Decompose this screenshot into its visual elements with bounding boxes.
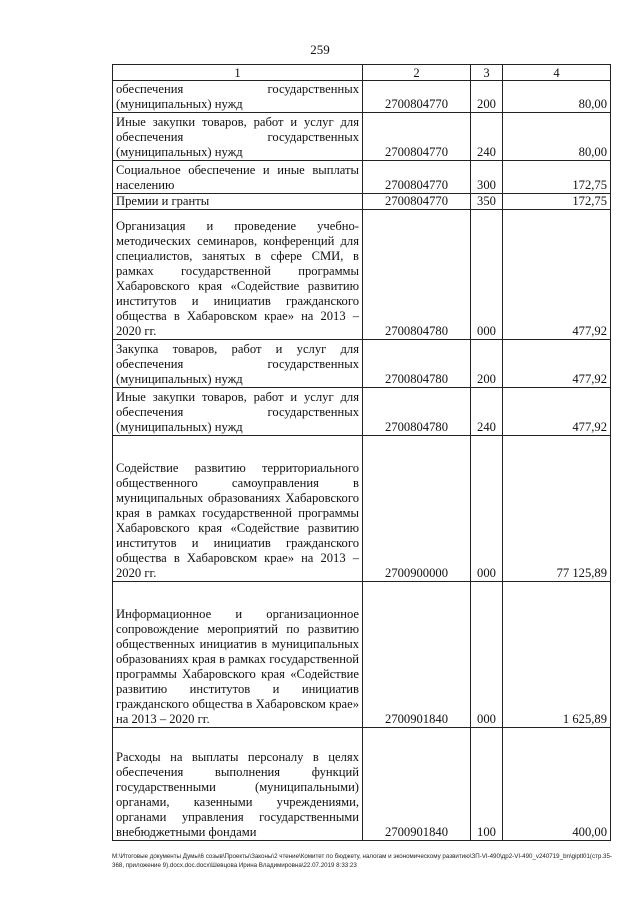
row-description: Закупка товаров, работ и услуг для обеспечения государственных (муниципальных) нужд <box>113 340 363 388</box>
column-header: 1 <box>113 65 363 81</box>
table-header-row <box>113 65 611 81</box>
budget-table <box>112 64 611 841</box>
table-row <box>113 161 611 194</box>
amount: 477,92 <box>503 340 611 388</box>
amount: 1 625,89 <box>503 582 611 728</box>
expense-type: 000 <box>471 582 503 728</box>
amount: 477,92 <box>503 210 611 340</box>
table-row <box>113 81 611 113</box>
row-description: Организация и проведение учебно-методических семинаров, конференций для специалистов, занятых в сфере СМИ, в рамках государственной программы Хабаровского края «Содействие развитию институтов и инициатив гражданского общества в Хабаровском крае» на 2013 – 2020 гг. <box>113 210 363 340</box>
target-code: 2700804770 <box>363 194 471 210</box>
column-header: 4 <box>503 65 611 81</box>
amount: 477,92 <box>503 388 611 436</box>
expense-type: 000 <box>471 436 503 582</box>
expense-type: 000 <box>471 210 503 340</box>
page-number: 259 <box>310 42 330 57</box>
expense-type: 240 <box>471 113 503 161</box>
target-code: 2700804780 <box>363 388 471 436</box>
amount: 172,75 <box>503 161 611 194</box>
target-code: 2700901840 <box>363 728 471 841</box>
amount: 77 125,89 <box>503 436 611 582</box>
row-description: Содействие развитию территориального общественного самоуправления в муниципальных образованиях Хабаровского края в рамках государственной программы Хабаровского края «Содействие развитию институтов и инициатив гражданского общества в Хабаровском крае» на 2013 – 2020 гг. <box>113 436 363 582</box>
table-row <box>113 436 611 582</box>
row-description: Социальное обеспечение и иные выплаты населению <box>113 161 363 194</box>
amount: 172,75 <box>503 194 611 210</box>
expense-type: 240 <box>471 388 503 436</box>
row-description: Иные закупки товаров, работ и услуг для обеспечения государственных (муниципальных) нужд <box>113 388 363 436</box>
column-header: 3 <box>471 65 503 81</box>
table-row <box>113 340 611 388</box>
target-code: 2700804770 <box>363 161 471 194</box>
target-code: 2700900000 <box>363 436 471 582</box>
document-path-footer: M:\Итоговые документы Думы\6 созыв\Проекты\Законы\2 чтение\Комитет по бюджету, налогам и экономическому развитию\ЗП-VI-490\др2-VI-490_v240719_bn\giptl01(стр.35-368, приложение 9).docx.doc.docx\Шевцова Ирина Владимировна\22.07.2019 8:33:23 <box>112 853 612 869</box>
row-description: Расходы на выплаты персоналу в целях обеспечения выполнения функций государственными (муниципальными) органами, казенными учреждениями, органами управления государственными внебюджетными фондами <box>113 728 363 841</box>
target-code: 2700901840 <box>363 582 471 728</box>
expense-type: 300 <box>471 161 503 194</box>
row-description: Премии и гранты <box>113 194 363 210</box>
row-description: Информационное и организационное сопровождение мероприятий по развитию общественных инициатив в муниципальных образованиях края в рамках государственной программы Хабаровского края «Содействие развитию институтов и инициатив гражданского общества в Хабаровском крае» на 2013 – 2020 гг. <box>113 582 363 728</box>
table-row <box>113 210 611 340</box>
target-code: 2700804770 <box>363 81 471 113</box>
expense-type: 200 <box>471 81 503 113</box>
amount: 400,00 <box>503 728 611 841</box>
expense-type: 200 <box>471 340 503 388</box>
row-description: обеспечения государственных (муниципальных) нужд <box>113 81 363 113</box>
table-row <box>113 113 611 161</box>
target-code: 2700804780 <box>363 340 471 388</box>
table-row <box>113 388 611 436</box>
table-row <box>113 194 611 210</box>
table-row <box>113 582 611 728</box>
target-code: 2700804770 <box>363 113 471 161</box>
expense-type: 100 <box>471 728 503 841</box>
column-header: 2 <box>363 65 471 81</box>
target-code: 2700804780 <box>363 210 471 340</box>
amount: 80,00 <box>503 113 611 161</box>
row-description: Иные закупки товаров, работ и услуг для обеспечения государственных (муниципальных) нужд <box>113 113 363 161</box>
table-row <box>113 728 611 841</box>
expense-type: 350 <box>471 194 503 210</box>
amount: 80,00 <box>503 81 611 113</box>
